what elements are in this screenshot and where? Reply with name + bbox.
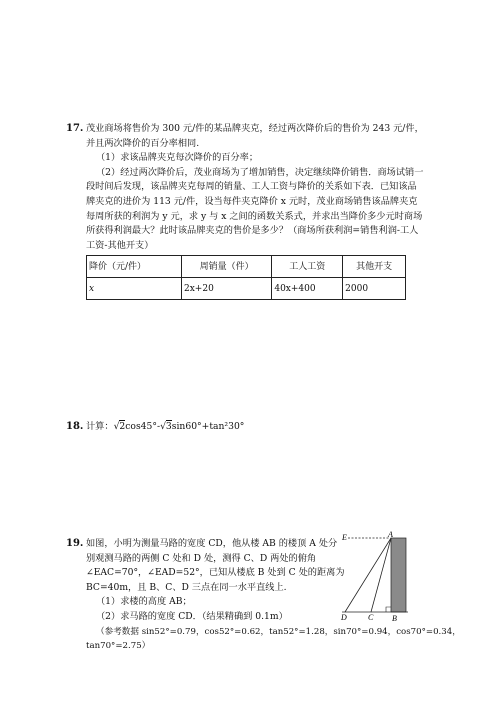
question-text-line: tan70°=2.75） <box>86 641 151 652</box>
sqrt-sign: √ <box>160 421 166 432</box>
right-angle-mark <box>386 607 391 612</box>
table-cell: x <box>87 278 182 300</box>
question-17 <box>66 122 424 300</box>
geometry-figure <box>336 531 436 623</box>
table-row <box>87 278 406 300</box>
table-header-row <box>87 256 406 278</box>
question-text-line: （1）求该品牌夹克每次降价的百分率； <box>96 152 259 164</box>
label-d: D <box>341 613 347 622</box>
sqrt-sign: √ <box>113 421 120 432</box>
question-number: 17. <box>66 123 84 134</box>
question-text-line: 工资-其他开支） <box>86 239 154 251</box>
table-cell: 40x+400 <box>272 278 343 300</box>
table-header-cell: 其他开支 <box>343 256 406 278</box>
label-c: C <box>368 613 374 622</box>
question-text-line: （参考数据 sin52°=0.79，cos52°=0.62，tan52°=1.28，sin70°=0.94，cos70°=0.34， <box>96 626 461 637</box>
question-text-line: BC=40m，且 B、C、D 三点在同一水平直线上. <box>86 581 287 593</box>
question-text-line <box>86 420 422 435</box>
question-text-line: ∠EAC=70°，∠EAD=52°，已知从楼底 B 处到 C 处的距离为 <box>86 567 345 579</box>
table-cell: 2000 <box>343 278 406 300</box>
sqrt-argument: 2 <box>119 421 126 432</box>
sight-line-ac <box>371 538 391 612</box>
question-text-line: 每周所获的利润为 y 元，求 y 与 x 之间的函数关系式，并求出当降价多少元时商场 <box>86 210 423 222</box>
question-text-line: （2）经过两次降价后，茂业商场为了增加销售，决定继续降价销售．商场试销一 <box>96 166 424 178</box>
table-header-cell: 降价（元/件） <box>87 256 182 278</box>
question-text-line: 所获得利润最大？此时该品牌夹克的售价是多少？（商场所获利润=销售利润-工人 <box>86 225 419 237</box>
sqrt-argument: 3 <box>165 421 172 432</box>
building-ab <box>391 538 406 612</box>
sight-line-ad <box>345 538 391 612</box>
question-text-line: 牌夹克的进价为 113 元/件，设当每件夹克降价 x 元时，茂业商场销售该品牌夹克 <box>86 195 418 207</box>
label-b: B <box>392 614 397 623</box>
question-text-line: （1）求楼的高度 AB； <box>96 596 192 608</box>
label-e: E <box>342 533 347 542</box>
compute-prefix: 计算： <box>86 421 114 432</box>
question-19 <box>66 537 461 654</box>
expression-part: cos45°- <box>125 421 161 432</box>
table-header-cell: 工人工资 <box>272 256 343 278</box>
question-text-line: 段时间后发现，该品牌夹克每周的销量、工人工资与降价的关系如下表．已知该品 <box>86 181 417 193</box>
table-header-cell: 周销量（件） <box>182 256 272 278</box>
question-text-line: 茂业商场将售价为 300 元/件的某品牌夹克，经过两次降价后的售价为 243 元/件， <box>86 123 424 134</box>
question-number: 18. <box>66 421 84 432</box>
question-text-line: （2）求马路的宽度 CD．（结果精确到 0.1m） <box>96 610 288 622</box>
data-table <box>86 255 406 300</box>
table-cell: 2x+20 <box>182 278 272 300</box>
question-text-line: 别观测马路的两侧 C 处和 D 处，测得 C、D 两处的俯角 <box>86 552 317 564</box>
question-text-line: 并且两次降价的百分率相同. <box>86 137 200 149</box>
question-number: 19. <box>66 538 84 549</box>
label-a: A <box>388 531 393 539</box>
expression-part: sin60°+tan²30° <box>171 421 245 432</box>
question-text-line: 如图，小明为测量马路的宽度 CD，他从楼 AB 的楼顶 A 处分 <box>86 538 338 549</box>
question-18 <box>66 420 422 435</box>
